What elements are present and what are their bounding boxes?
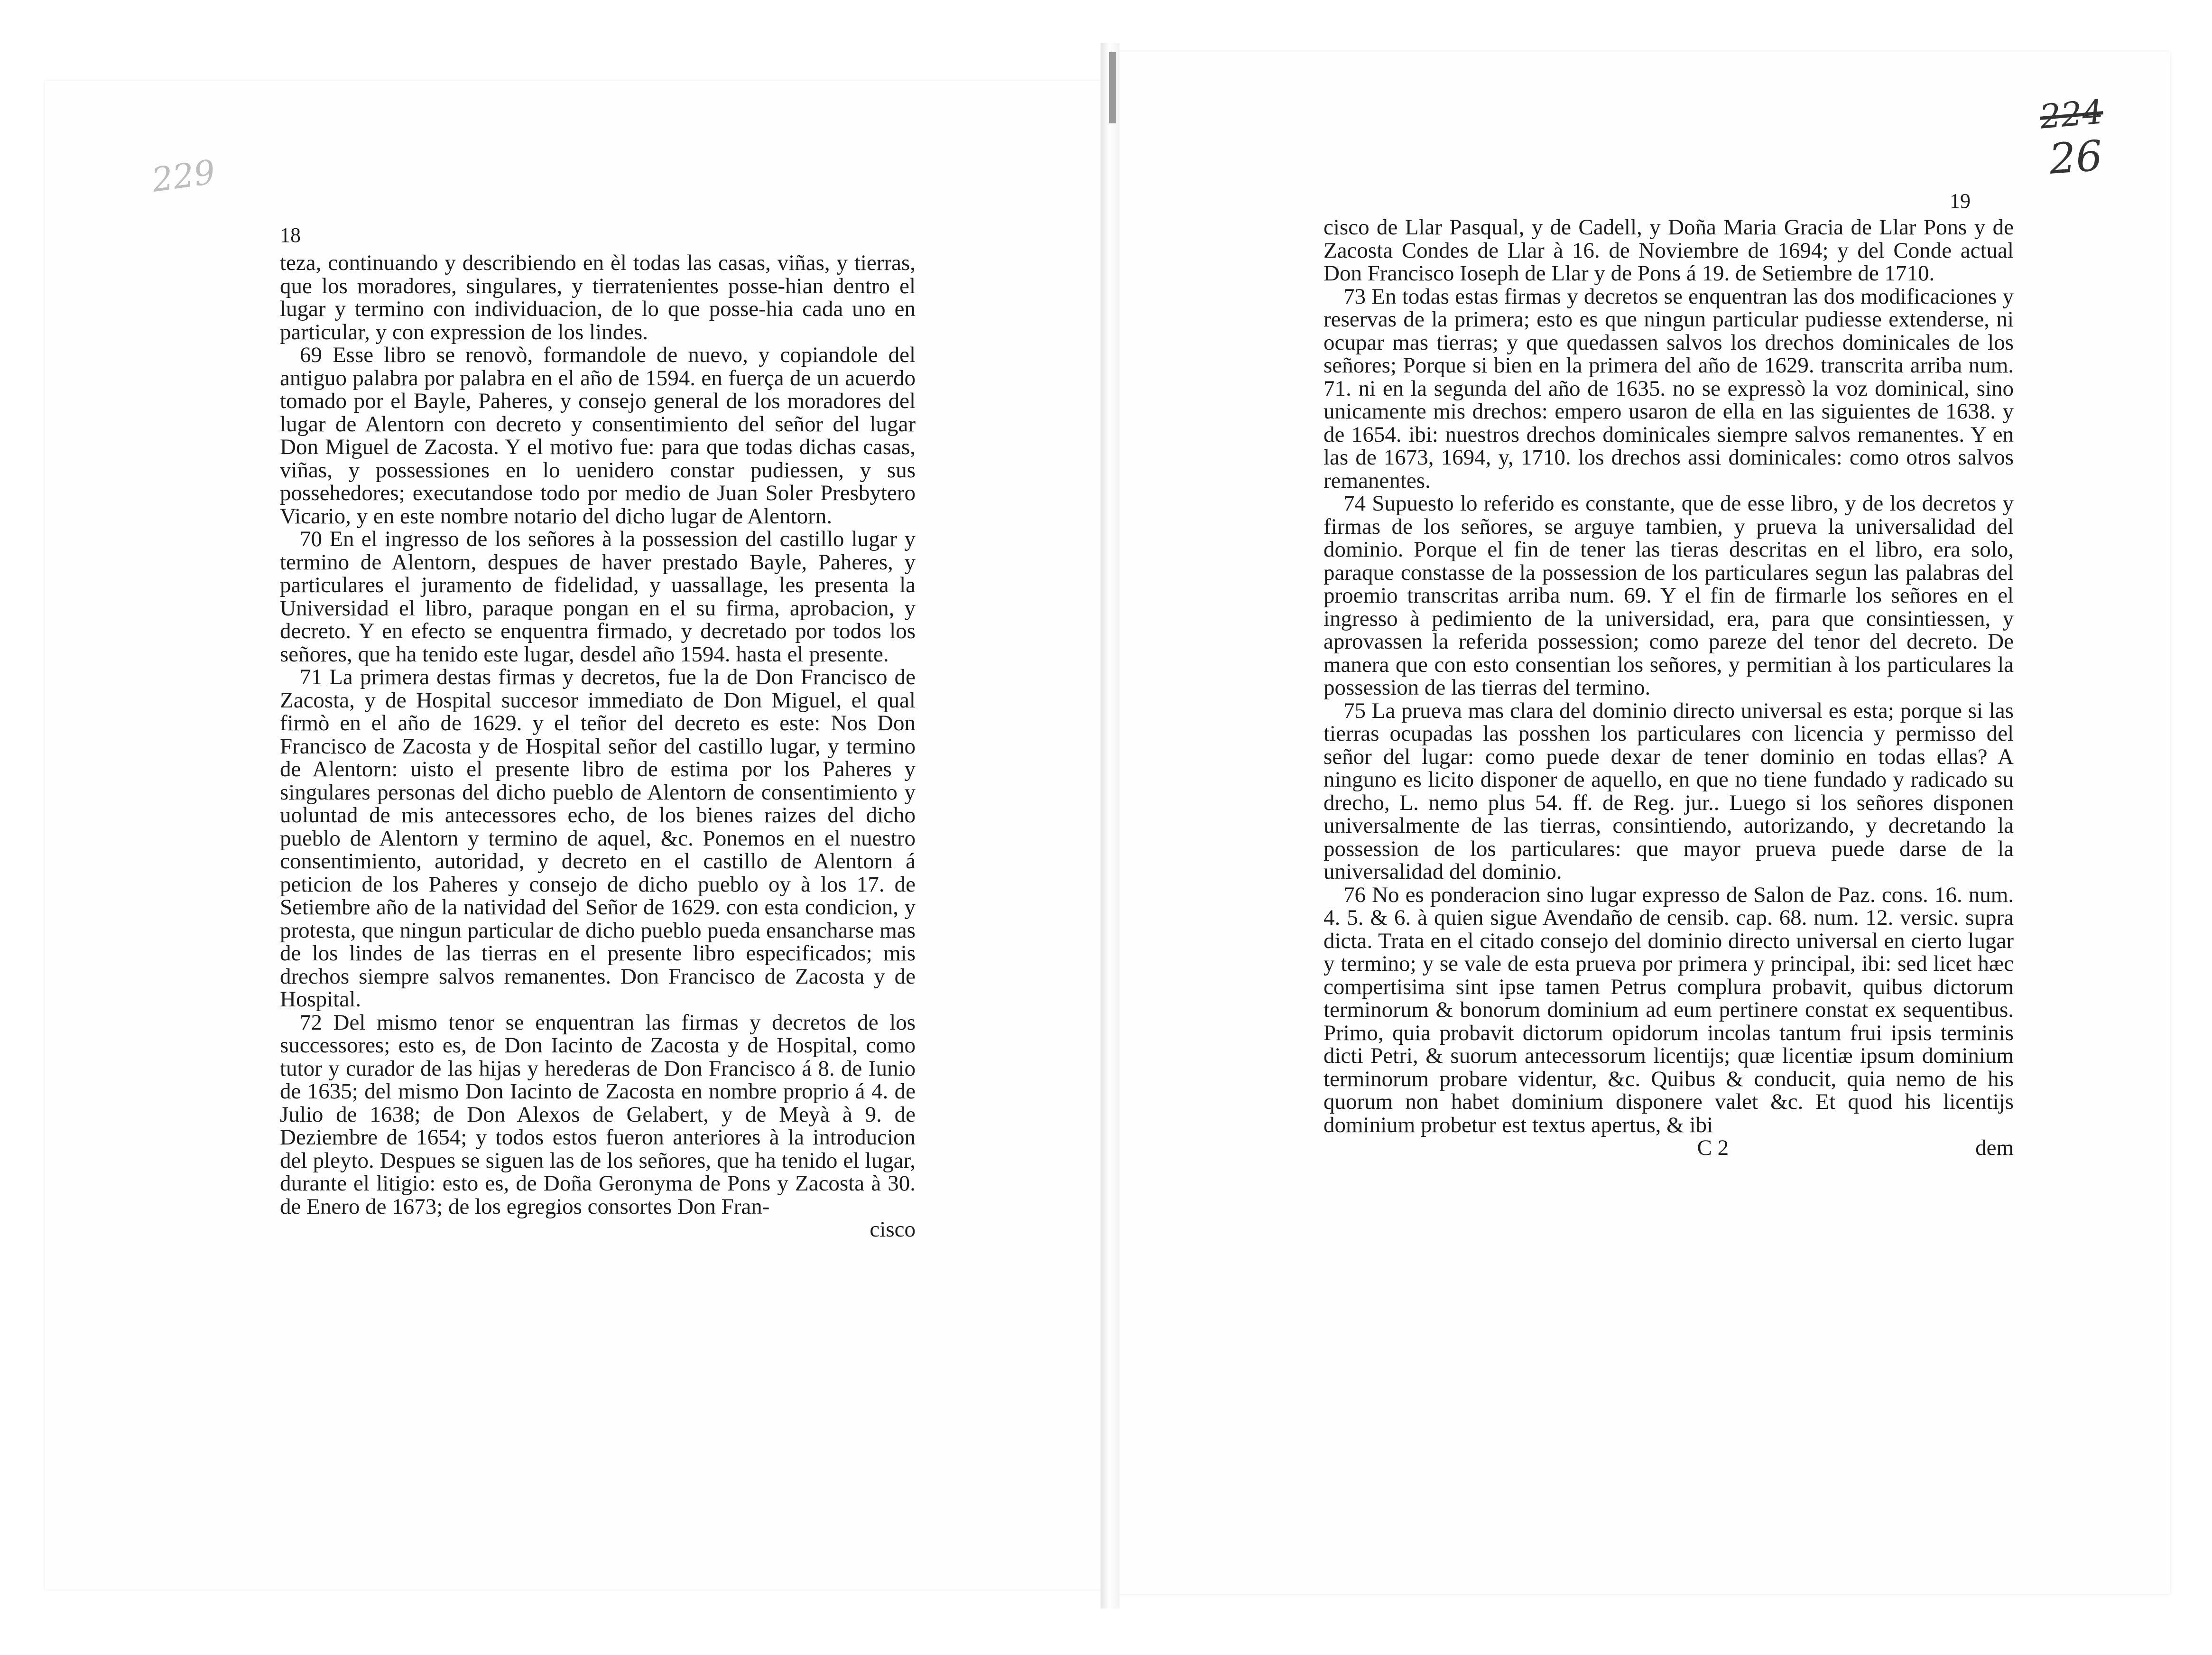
book-gutter — [1101, 43, 1120, 1609]
right-handwritten-folio: 26 — [2047, 131, 2104, 184]
left-paragraph: 72 Del mismo tenor se enquentran las firmas y decretos de los successores; esto es, de Don Iacinto de Zacosta y de Hospital, como tutor y curador de las hijas y herederas de Don Francisco á 8. de Iunio de 1635; del mismo Don Iacinto de Zacosta en nombre proprio á 4. de Julio de 1638; de Don Alexos de Gelabert, y de Meyà à 9. de Deziembre de 1654; y todos estos fueron anteriores à la introducion del pleyto. Despues se siguen las de los señores, que ha tenido el lugar, durante el litigio: esto es, de Doña Geronyma de Pons y Zacosta à 30. de Enero de 1673; de los egregios consortes Don Fran- — [280, 1010, 916, 1219]
left-catchword: cisco — [870, 1217, 916, 1242]
right-paragraph: cisco de Llar Pasqual, y de Cadell, y Doña Maria Gracia de Llar Pons y de Zacosta Condes de Llar à 16. de Noviembre de 1694; y del Conde actual Don Francisco Ioseph de Llar y de Pons á 19. de Setiembre de 1710. — [1323, 215, 2014, 286]
right-page-text — [1323, 216, 2014, 1160]
right-paragraph: 73 En todas estas firmas y decretos se enquentran las dos modificaciones y reservas de la primera; esto es que ningun particular pudiesse extenderse, ni ocupar mas tierras; y que quedassen salvos los drechos dominicales de los señores; Porque si bien en la primera del año de 1629. transcrita arriba num. 71. ni en la segunda del año de 1635. no se expressò la voz dominical, sino unicamente mis drechos: empero usaron de ella en las siguientes de 1638. y de 1654. ibi: nuestros drechos dominicales siempre salvos remanentes. Y en las de 1673, 1694, y, 1710. los drechos assi dominicales: como otros salvos remanentes. — [1323, 284, 2014, 493]
left-page-text — [280, 251, 916, 1241]
right-page-number: 19 — [1950, 189, 1971, 213]
right-paragraph: 75 La prueva mas clara del dominio directo universal es esta; porque si las tierras ocupadas las posshen los particulares con licencia y permisso del señor del lugar: como puede dexar de tener dominio en todas ellas? A ninguno es licito disponer de aquello, en que no tiene fundado y radicado su drecho, L. nemo plus 54. ff. de Reg. jur.. Luego si los señores disponen universalmente de las tierras, consintiendo, autorizando, y decretando la possession de los particulares: que mayor prueva puede darse de la universalidad del dominio. — [1323, 698, 2014, 884]
left-page-number: 18 — [280, 223, 301, 247]
left-handwritten-folio: 229 — [149, 152, 218, 200]
right-catchword: dem — [1975, 1135, 2014, 1160]
left-paragraph: 71 La primera destas firmas y decretos, fue la de Don Francisco de Zacosta, y de Hospital succesor immediato de Don Miguel, el qual firmò en el año de 1629. y el teñor del decreto es este: Nos Don Francisco de Zacosta y de Hospital señor del castillo lugar, y termino de Alentorn: uisto el presente libro de estima por los Paheres y singulares personas del dicho pueblo de Alentorn de consentimiento y uoluntad de mis antecessores echo, de los bienes raizes del dicho pueblo de Alentorn y termino de aquel, &c. Ponemos en el nuestro consentimiento, autoridad, y decreto en el castillo de Alentorn á peticion de los Paheres y consejo de dicho pueblo oy à los 17. de Setiembre año de la natividad del Señor de 1629. con esta condicion, y protesta, que ningun particular de dicho pueblo pueda ensancharse mas de los lindes de las tierras en el presente libro especificados; mis drechos siempre salvos remanentes. Don Francisco de Zacosta y de Hospital. — [280, 665, 916, 1012]
signature-mark: C 2 — [1697, 1135, 1729, 1160]
right-paragraph: 76 No es ponderacion sino lugar expresso de Salon de Paz. cons. 16. num. 4. 5. & 6. à quien sigue Avendaño de censib. cap. 68. num. 12. versic. supra dicta. Trata en el citado consejo del dominio directo universal en cierto lugar y termino; y se vale de esta prueva por primera y principal, ibi: sed licet hæc compertisima sint ipse tamen Petrus complura probavit, quibus dictorum terminorum & bonorum dominium ad eum pertinere constat ex sequentibus. Primo, quia probavit dictorum opidorum incolas tantum frui ipsis terminis dicti Petri, & suorum antecessorum licentijs; quæ licentiæ ipsum dominium terminorum probare videntur, &c. Quibus & conducit, quia nemo de his quorum non habet dominium disponere valet &c. Et quod his licentijs dominium probetur est textus apertus, & ibi — [1323, 882, 2014, 1137]
right-paragraph: 74 Supuesto lo referido es constante, que de esse libro, y de los decretos y firmas de los señores, se arguye tambien, y prueva la universalidad del dominio. Porque el fin de tener las tieras descritas en el libro, era solo, paraque constasse de la possession de los particulares segun las palabras del proemio transcritas arriba num. 69. Y el fin de firmarle los señores en el ingresso à pedimiento de la universidad, era, para que consintiessen, y aprovassen la referida possession; como pareze del tenor del decreto. De manera que con esto consentian los señores, y permitian à los particulares la possession de las tierras del termino. — [1323, 491, 2014, 700]
binding-mark — [1109, 52, 1116, 123]
left-paragraph: 70 En el ingresso de los señores à la possession del castillo lugar y termino de Alentorn, despues de haver prestado Bayle, Paheres, y particulares el juramento de fidelidad, y uassallage, les presenta la Universidad el libro, paraque pongan en el su firma, aprobacion, y decreto. Y en efecto se enquentra firmado, y decretado por todos los señores, que ha tenido este lugar, desdel año 1594. hasta el presente. — [280, 527, 916, 667]
left-paragraph: teza, continuando y describiendo en èl todas las casas, viñas, y tierras, que los moradores, singulares, y tierratenientes posse-hian dentro el lugar y termino con individuacion, de lo que posse-hia cada uno en particular, y con expression de los lindes. — [280, 251, 916, 344]
right-handwritten-folio-struck: 224 — [2038, 92, 2105, 137]
left-paragraph: 69 Esse libro se renovò, formandole de nuevo, y copiandole del antiguo palabra por palabra en el año de 1594. en fuerça de un acuerdo tomado por el Bayle, Paheres, y consejo general de los moradores del lugar de Alentorn con decreto y consentimiento del señor del lugar Don Miguel de Zacosta. Y el motivo fue: para que todas dichas casas, viñas, y possessiones en lo uenidero constar pudiessen, y sus possehedores; executandose todo por medio de Juan Soler Presbytero Vicario, y en este nombre notario del dicho lugar de Alentorn. — [280, 343, 916, 529]
